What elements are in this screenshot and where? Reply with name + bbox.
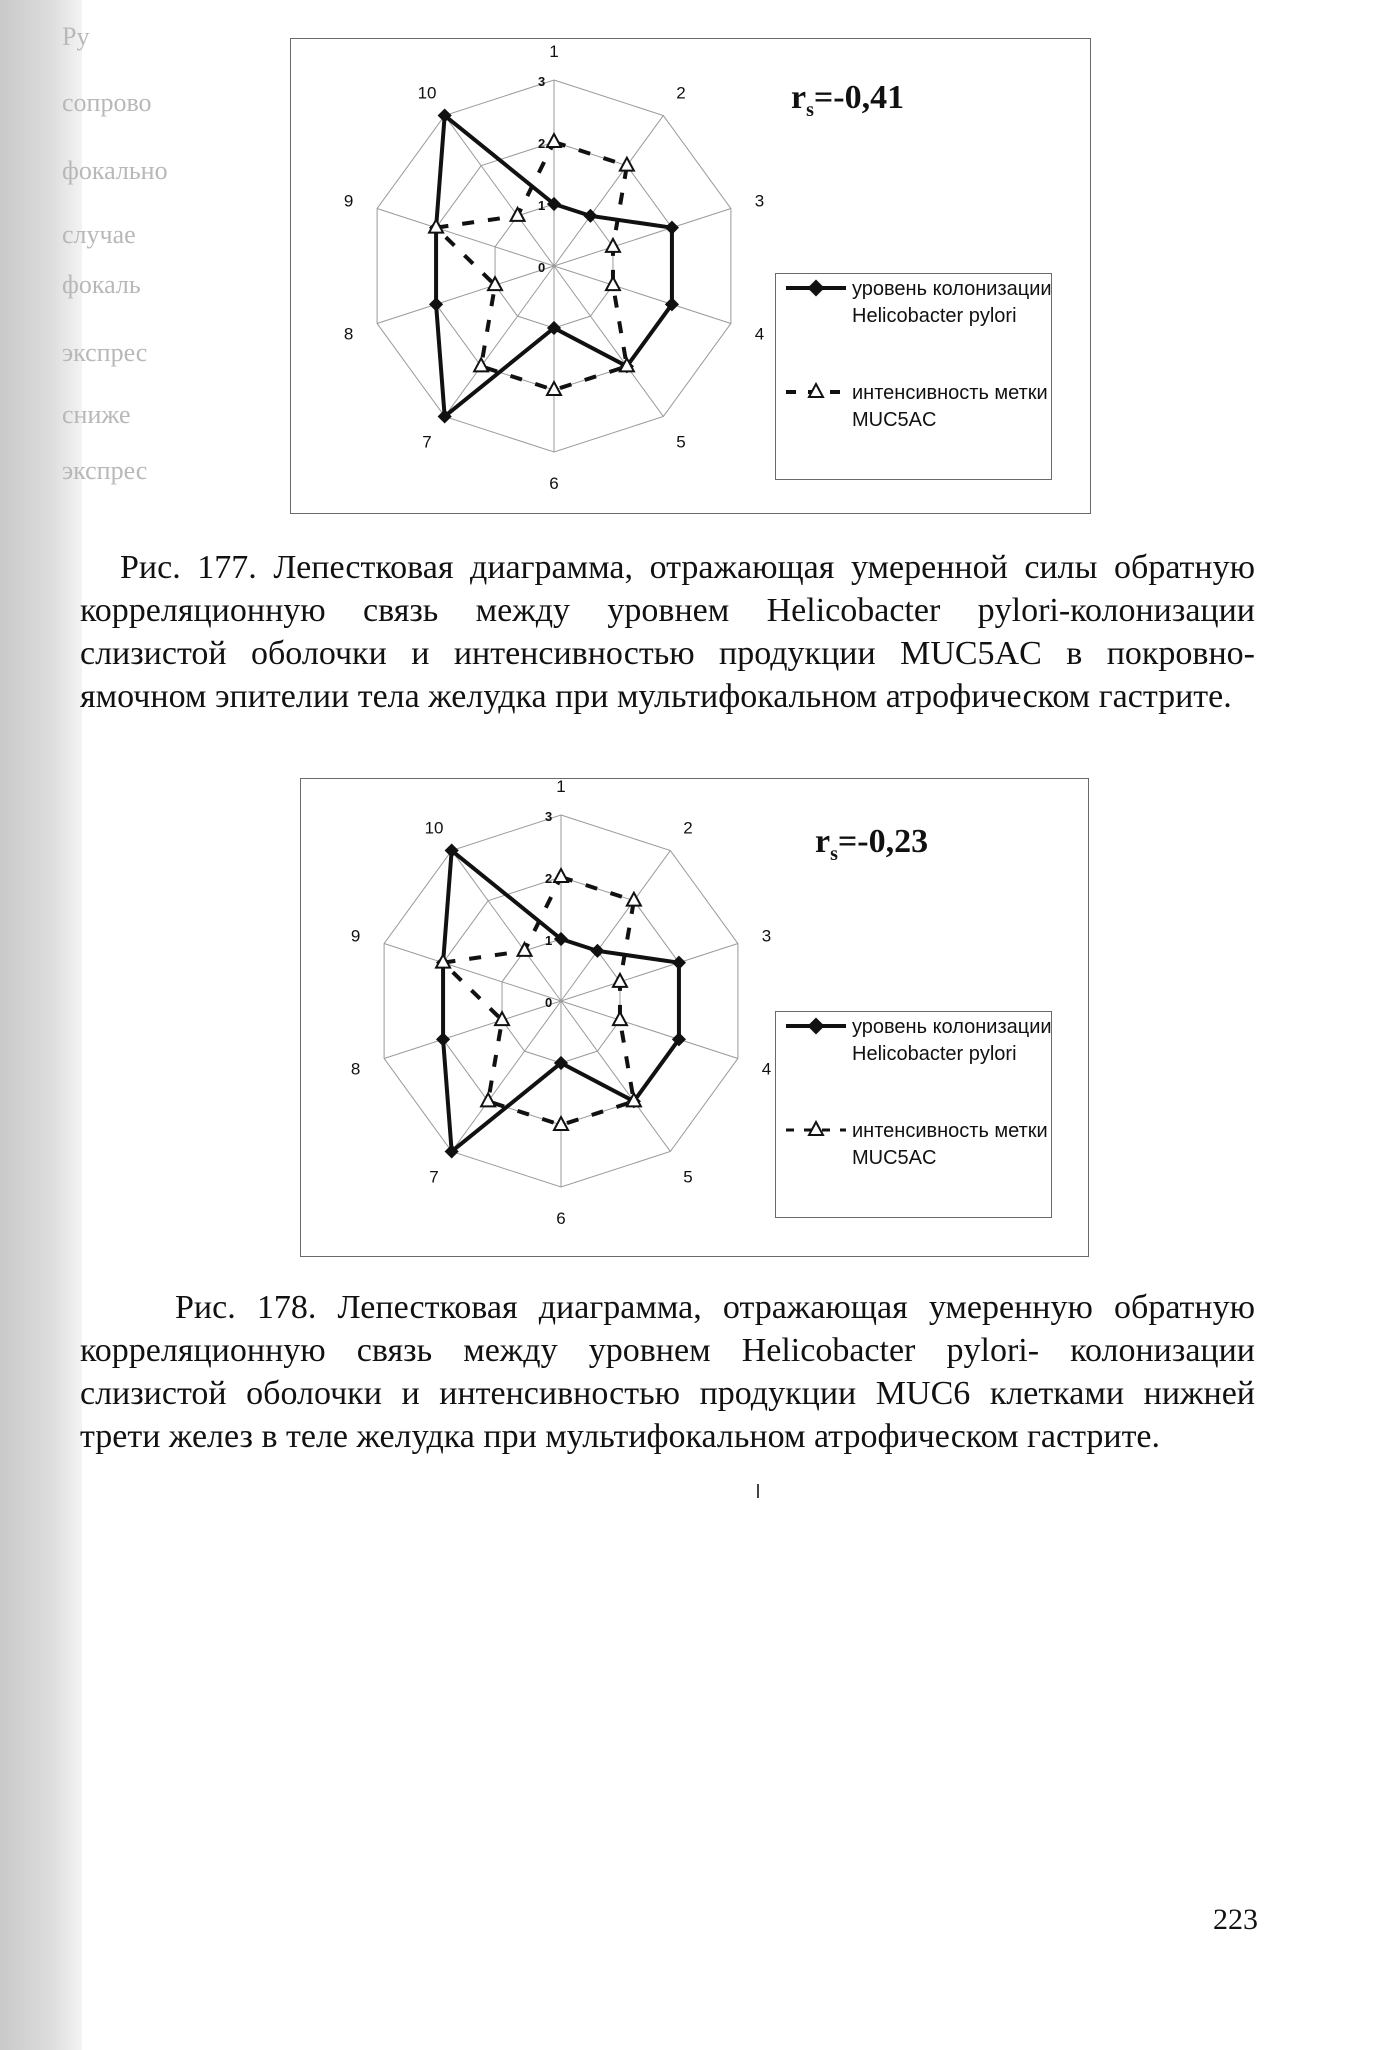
legend-diamond-marker: [808, 280, 825, 297]
grid-spoke: [384, 1001, 561, 1058]
radial-tick-label: 1: [538, 198, 546, 213]
category-label: 6: [549, 474, 559, 493]
category-label: 8: [343, 324, 354, 344]
grid-spoke: [561, 1001, 738, 1058]
grid-spoke: [554, 116, 663, 266]
ghost-text-line: случае: [62, 220, 136, 249]
category-label: 8: [350, 1059, 361, 1079]
legend-label-muc5ac: интенсивность метки MUC5AC: [852, 382, 1048, 431]
ghost-text-line: экспрес: [62, 338, 148, 367]
figure-178-caption: Рис. 178. Лепестковая диаграмма, отражающая умеренную обратную корреляционную связь между уровнем Helicobacter pylori- колонизации слизистой оболочки и интенсивностью продукции MUC6 клетками нижней трети желез в теле желудка при мультифокальном атрофическом гастрите.: [80, 1289, 1255, 1455]
point-marker-triangle: [554, 869, 568, 882]
page-scan-shadow: [0, 0, 82, 2050]
legend-label-muc5ac: интенсивность метки MUC5AC: [852, 1120, 1048, 1169]
radial-tick-label: 3: [538, 74, 546, 89]
rs-value: =-0,41: [813, 79, 905, 116]
category-label: 4: [761, 1059, 772, 1079]
radial-tick-label: 0: [545, 995, 553, 1010]
ghost-text-line: экспрес: [62, 456, 148, 485]
point-marker-diamond: [672, 956, 686, 970]
grid-spoke: [554, 266, 731, 323]
legend-label-colonization: уровень колонизации Helicobacter pylori: [852, 1016, 1052, 1065]
point-marker-diamond: [583, 209, 597, 223]
ghost-text-line: фокаль: [62, 270, 141, 299]
point-marker-diamond: [665, 221, 679, 235]
grid-spoke: [561, 944, 738, 1001]
grid-spoke: [561, 851, 670, 1001]
radial-tick-label: 0: [538, 260, 546, 275]
correlation-coefficient: [815, 823, 928, 866]
scan-mark: [757, 1484, 759, 1498]
category-label: 2: [676, 83, 686, 103]
ghost-text-line: Ру: [62, 22, 90, 51]
rs-symbol: r: [791, 79, 807, 116]
page-number: 223: [1213, 1903, 1258, 1936]
radial-tick-label: 2: [545, 871, 553, 886]
point-marker-diamond: [436, 1032, 450, 1046]
category-label: 1: [549, 42, 559, 61]
correlation-coefficient: [791, 79, 904, 122]
category-label: 7: [422, 432, 432, 452]
radial-tick-label: 1: [545, 933, 553, 948]
category-label: 5: [683, 1167, 693, 1187]
rs-subscript: s: [806, 98, 814, 121]
chart-legend: [775, 1011, 1052, 1218]
point-marker-diamond: [429, 297, 443, 311]
category-label: 9: [343, 191, 354, 211]
rs-value: =-0,23: [837, 823, 929, 860]
category-label: 7: [429, 1167, 439, 1187]
grid-spoke: [377, 266, 554, 323]
ghost-text-line: сопрово: [62, 88, 152, 117]
category-label: 4: [754, 324, 765, 344]
grid-spoke: [554, 209, 731, 266]
category-label: 1: [556, 779, 566, 796]
category-label: 6: [556, 1209, 566, 1228]
legend-diamond-marker: [808, 1018, 825, 1035]
figure-177-chart: [290, 38, 1091, 514]
ghost-text-line: фокально: [62, 156, 168, 185]
category-label: 3: [761, 926, 772, 946]
category-label: 10: [417, 83, 437, 103]
ghost-text-line: сниже: [62, 400, 131, 429]
rs-subscript: s: [830, 842, 838, 865]
figure-177-caption: Рис. 177. Лепестковая диаграмма, отражающая умеренной силы обратную корреляционную связь между уровнем Helicobacter pylori-колонизации слизистой оболочки и интенсивностью продукции MUC5AC в покровно-ямочном эпителии тела желудка при мультифокальном атрофическом гастрите.: [80, 549, 1255, 715]
category-label: 3: [754, 191, 765, 211]
category-label: 9: [350, 926, 361, 946]
rs-symbol: r: [815, 823, 831, 860]
category-label: 10: [424, 818, 444, 838]
point-marker-triangle: [547, 134, 561, 147]
figure-178-chart: [300, 778, 1089, 1257]
radial-tick-label: 3: [545, 809, 553, 824]
legend-label-colonization: уровень колонизации Helicobacter pylori: [852, 278, 1052, 327]
point-marker-diamond: [590, 944, 604, 958]
radial-tick-label: 2: [538, 136, 546, 151]
chart-legend: [775, 273, 1052, 480]
category-label: 5: [676, 432, 686, 452]
category-label: 2: [683, 818, 693, 838]
